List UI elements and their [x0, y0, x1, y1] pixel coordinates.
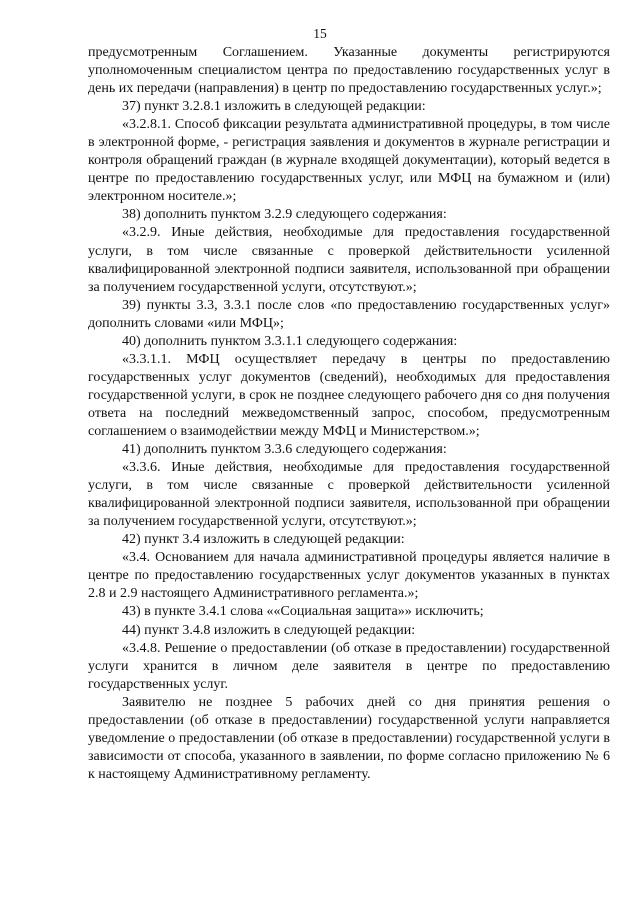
paragraph: «3.3.1.1. МФЦ осуществляет передачу в центры по предоставлению государственных услуг документов (сведений), необходимых для предоставления государственной услуги, в срок не позднее следующего рабочего дня со дня получения ответа на последний межведомственный запрос, способом, предусмотренным соглашением о взаимодействии между МФЦ и Министерством.»;	[88, 351, 610, 439]
paragraph: «3.2.8.1. Способ фиксации результата административной процедуры, в том числе в электронной форме, - регистрация заявления и документов в журнале регистрации и контроля обращений граждан (в журнале входящей документации), который ведется в центре по предоставлению государственных услуг, или МФЦ на бумажном и (или) электронном носителе.»;	[88, 117, 610, 205]
paragraph: 38) дополнить пунктом 3.2.9 следующего содержания:	[122, 207, 447, 223]
paragraph: «3.3.6. Иные действия, необходимые для предоставления государственной услуги, в том числе связанные с проверкой действительности усиленной квалифицированной электронной подписи заявителя, использованной при обращении за получением государственной услуги, отсутствуют.»;	[88, 460, 610, 530]
page-number: 15	[313, 26, 327, 41]
paragraph: 40) дополнить пунктом 3.3.1.1 следующего содержания:	[122, 333, 458, 349]
paragraph: 37) пункт 3.2.8.1 изложить в следующей редакции:	[122, 99, 426, 115]
paragraph: Заявителю не позднее 5 рабочих дней со дня принятия решения о предоставлении (об отказе в предоставлении) государственной услуги направляется уведомление о предоставлении (об отказе в предоставлении) государственной услуги в зависимости от способа, указанного в заявлении, по форме согласно приложению № 6 к настоящему Административному регламенту.	[88, 694, 610, 782]
paragraph: 41) дополнить пунктом 3.3.6 следующего содержания:	[122, 442, 447, 458]
paragraph: «3.4.8. Решение о предоставлении (об отказе в предоставлении) государственной услуги хранится в личном деле заявителя в центре по предоставлению государственных услуг.	[88, 640, 610, 692]
paragraph: «3.2.9. Иные действия, необходимые для предоставления государственной услуги, в том числе связанные с проверкой действительности усиленной квалифицированной электронной подписи заявителя, использованной при обращении за получением государственной услуги, отсутствуют.»;	[88, 225, 610, 295]
paragraph: 39) пункты 3.3, 3.3.1 после слов «по предоставлению государственных услуг» дополнить словами «или МФЦ»;	[88, 297, 610, 331]
paragraph: 43) в пункте 3.4.1 слова ««Социальная защита»» исключить;	[122, 604, 484, 620]
document-body	[88, 44, 610, 784]
paragraph: «3.4. Основанием для начала административной процедуры является наличие в центре по предоставлению государственных услуг документов указанных в пунктах 2.8 и 2.9 настоящего Административного регламента.»;	[88, 550, 610, 602]
paragraph: предусмотренным Соглашением. Указанные документы регистрируются уполномоченным специалистом центра по предоставлению государственных услуг в день их передачи (направления) в центр по предоставлению государственных услуг.»;	[88, 45, 610, 97]
paragraph: 42) пункт 3.4 изложить в следующей редакции:	[122, 532, 405, 548]
paragraph: 44) пункт 3.4.8 изложить в следующей редакции:	[122, 622, 416, 638]
